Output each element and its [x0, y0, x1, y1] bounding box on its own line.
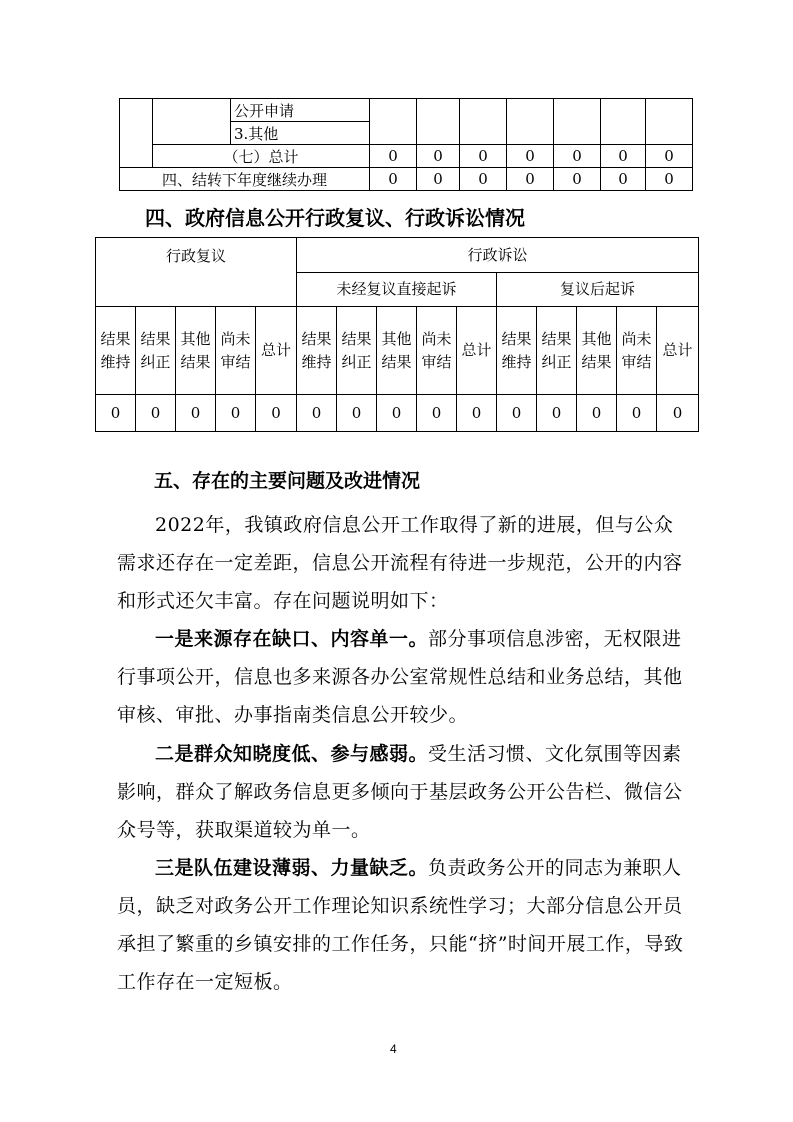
- row-label: 公开申请: [231, 99, 370, 122]
- merged-cell: [120, 99, 153, 168]
- column-header: 其他结果: [176, 307, 216, 395]
- column-header: 总计: [657, 307, 699, 395]
- value-cell: 0: [370, 145, 417, 168]
- value-cell: 0: [646, 145, 693, 168]
- review-litigation-table: [95, 237, 699, 432]
- problem-text: 部分事项信息涉密，无权限进行事项公开，信息也多来源各办公室常规性总结和业务总结，其他审核、审批、办事指南类信息公开较少。: [117, 628, 683, 726]
- carry-over-label: 四、结转下年度继续办理: [120, 168, 370, 191]
- value-cell: 0: [96, 395, 136, 432]
- column-header: 总计: [256, 307, 297, 395]
- value-cell: 0: [457, 395, 497, 432]
- column-header: 结果维持: [297, 307, 337, 395]
- column-header: 结果纠正: [136, 307, 176, 395]
- value-cell: 0: [617, 395, 657, 432]
- value-cell: 0: [417, 395, 457, 432]
- value-cell: 0: [370, 168, 417, 191]
- value-cell: 0: [601, 145, 646, 168]
- total-label: （七）总计: [153, 145, 370, 168]
- value-cell: 0: [577, 395, 617, 432]
- column-header: 结果维持: [497, 307, 537, 395]
- value-cell: 0: [136, 395, 176, 432]
- column-header: 总计: [457, 307, 497, 395]
- value-cell: 0: [554, 145, 601, 168]
- column-header: 尚未审结: [417, 307, 457, 395]
- column-header: 其他结果: [377, 307, 417, 395]
- problem-heading: 二是群众知晓度低、参与感弱。: [155, 743, 429, 765]
- problem-paragraph-2: [117, 735, 691, 849]
- value-cell: 0: [554, 168, 601, 191]
- problem-paragraph-3: [117, 849, 691, 1001]
- value-cell: 0: [507, 168, 554, 191]
- admin-litigation-header: 行政诉讼: [297, 238, 699, 273]
- merged-cell: [153, 99, 231, 145]
- section-heading: 四、政府信息公开行政复议、行政诉讼情况: [145, 206, 525, 230]
- value-cell: 0: [507, 145, 554, 168]
- value-cell: 0: [460, 145, 507, 168]
- value-cell: 0: [646, 168, 693, 191]
- value-cell: 0: [377, 395, 417, 432]
- after-review-suit-header: 复议后起诉: [497, 273, 699, 307]
- value-cell: 0: [176, 395, 216, 432]
- column-header: 尚未审结: [617, 307, 657, 395]
- problem-paragraph-1: [117, 620, 691, 734]
- column-header: 结果纠正: [537, 307, 577, 395]
- section-heading: 五、存在的主要问题及改进情况: [154, 470, 421, 492]
- value-cell: 0: [460, 168, 507, 191]
- value-cell: 0: [657, 395, 699, 432]
- value-cell: 0: [256, 395, 297, 432]
- direct-suit-header: 未经复议直接起诉: [297, 273, 497, 307]
- value-cell: 0: [537, 395, 577, 432]
- value-cell: 0: [337, 395, 377, 432]
- problem-heading: 三是队伍建设薄弱、力量缺乏。: [155, 857, 429, 879]
- problem-text: 受生活习惯、文化氛围等因素影响，群众了解政务信息更多倾向于基层政务公开公告栏、微信公众号等，获取渠道较为单一。: [117, 743, 683, 841]
- value-cell: 0: [216, 395, 256, 432]
- row-label: 3.其他: [231, 122, 370, 145]
- column-header: 其他结果: [577, 307, 617, 395]
- application-stats-table-tail: [119, 98, 693, 191]
- value-cell: 0: [297, 395, 337, 432]
- column-header: 结果纠正: [337, 307, 377, 395]
- problem-heading: 一是来源存在缺口、内容单一。: [155, 628, 429, 650]
- intro-paragraph: 2022年，我镇政府信息公开工作取得了新的进展，但与公众需求还存在一定差距，信息公开流程有待进一步规范，公开的内容和形式还欠丰富。存在问题说明如下：: [117, 514, 683, 612]
- admin-review-header: 行政复议: [96, 238, 297, 307]
- value-cell: 0: [417, 168, 460, 191]
- column-header: 尚未审结: [216, 307, 256, 395]
- problem-text: 负责政务公开的同志为兼职人员，缺乏对政务公开工作理论知识系统性学习；大部分信息公开员承担了繁重的乡镇安排的工作任务，只能“挤”时间开展工作，导致工作存在一定短板。: [117, 857, 684, 993]
- value-cell: 0: [417, 145, 460, 168]
- value-cell: 0: [497, 395, 537, 432]
- value-cell: 0: [601, 168, 646, 191]
- page-number: 4: [390, 1042, 397, 1056]
- column-header: 结果维持: [96, 307, 136, 395]
